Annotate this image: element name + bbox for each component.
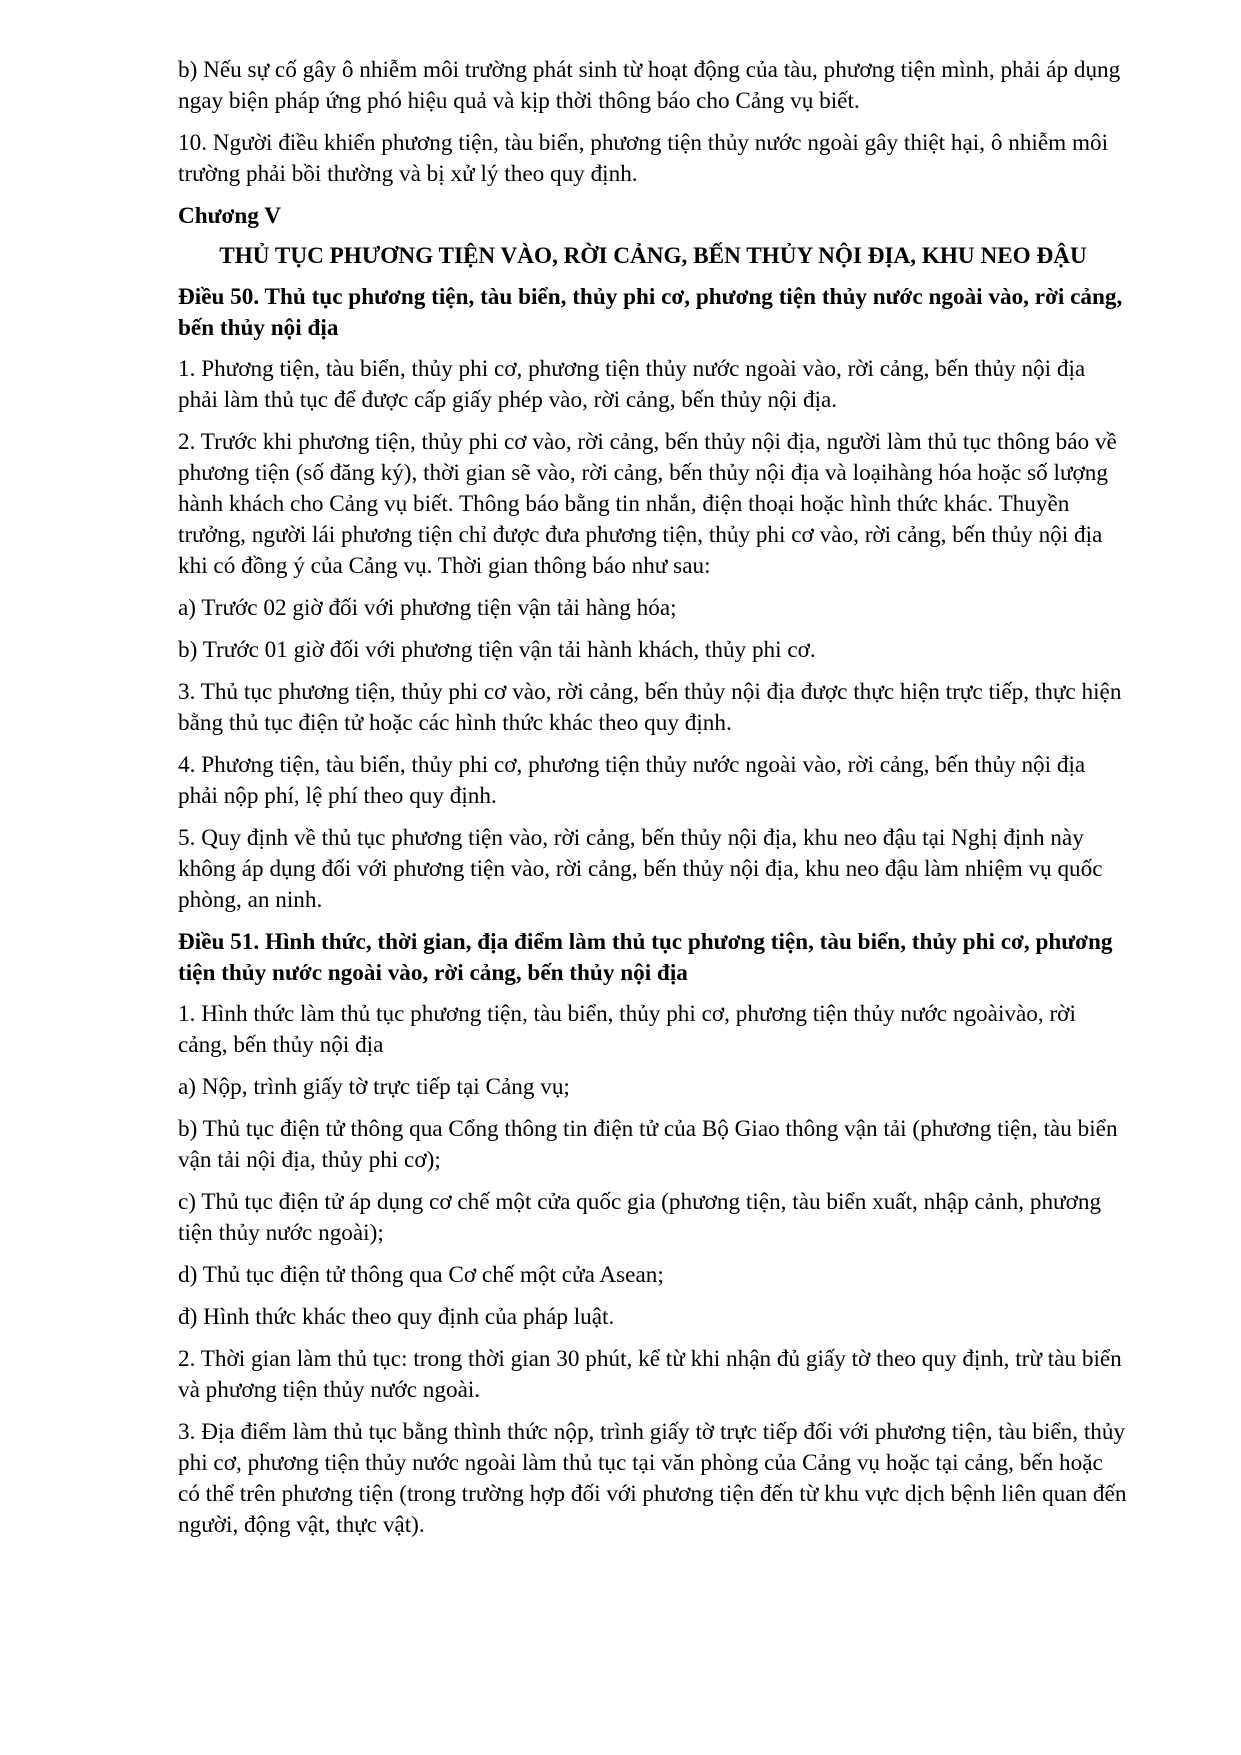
article-50-clause-4: 4. Phương tiện, tàu biển, thủy phi cơ, phương tiện thủy nước ngoài vào, rời cảng, bến thủy nội địa phải nộp phí, lệ phí theo quy định. <box>178 752 1086 809</box>
article-51-clause-3: 3. Địa điểm làm thủ tục bằng thình thức nộp, trình giấy tờ trực tiếp đối với phương tiện, tàu biển, thủy phi cơ, phương tiện thủy nước ngoài làm thủ tục tại văn phòng của Cảng vụ hoặc tại cảng, bến hoặc có thể trên phương tiện (trong trường hợp đối với phương tiện đến từ khu vực dịch bệnh liên quan đến người, động vật, thực vật). <box>178 1419 1127 1538</box>
article-50-heading: Điều 50. Thủ tục phương tiện, tàu biển, thủy phi cơ, phương tiện thủy nước ngoài vào, rời cảng, bến thủy nội địa <box>178 284 1123 341</box>
document-page <box>178 55 1128 1552</box>
article-50-clause-5: 5. Quy định về thủ tục phương tiện vào, rời cảng, bến thủy nội địa, khu neo đậu tại Nghị định này không áp dụng đối với phương tiện vào, rời cảng, bến thủy nội địa, khu neo đậu làm nhiệm vụ quốc phòng, an ninh. <box>178 825 1103 913</box>
article-51-heading: Điều 51. Hình thức, thời gian, địa điểm làm thủ tục phương tiện, tàu biển, thủy phi cơ, phương tiện thủy nước ngoài vào, rời cảng, bến thủy nội địa <box>178 929 1113 986</box>
article-50-clause-2a: a) Trước 02 giờ đối với phương tiện vận tải hàng hóa; <box>178 595 677 621</box>
article-51-clause-1c: c) Thủ tục điện tử áp dụng cơ chế một cửa quốc gia (phương tiện, tàu biển xuất, nhập cảnh, phương tiện thủy nước ngoài); <box>178 1189 1102 1246</box>
article-51-clause-1d: d) Thủ tục điện tử thông qua Cơ chế một cửa Asean; <box>178 1262 664 1288</box>
article-50-clause-2b: b) Trước 01 giờ đối với phương tiện vận tải hành khách, thủy phi cơ. <box>178 637 816 663</box>
article-50-clause-3: 3. Thủ tục phương tiện, thủy phi cơ vào, rời cảng, bến thủy nội địa được thực hiện trực tiếp, thực hiện bằng thủ tục điện tử hoặc các hình thức khác theo quy định. <box>178 679 1122 736</box>
article-51-clause-1a: a) Nộp, trình giấy tờ trực tiếp tại Cảng vụ; <box>178 1074 570 1100</box>
paragraph-10: 10. Người điều khiển phương tiện, tàu biển, phương tiện thủy nước ngoài gây thiệt hại, ô nhiễm môi trường phải bồi thường và bị xử lý theo quy định. <box>178 130 1109 187</box>
article-50-clause-2: 2. Trước khi phương tiện, thủy phi cơ vào, rời cảng, bến thủy nội địa, người làm thủ tục thông báo về phương tiện (số đăng ký), thời gian sẽ vào, rời cảng, bến thủy nội địa và loạihàng hóa hoặc số lượng hành khách cho Cảng vụ biết. Thông báo bằng tin nhắn, điện thoại hoặc hình thức khác. Thuyền trưởng, người lái phương tiện chỉ được đưa phương tiện, thủy phi cơ vào, rời cảng, bến thủy nội địa khi có đồng ý của Cảng vụ. Thời gian thông báo như sau: <box>178 429 1117 579</box>
chapter-heading: Chương V <box>178 203 282 229</box>
article-51-clause-1dd: đ) Hình thức khác theo quy định của pháp luật. <box>178 1304 615 1330</box>
paragraph-9b: b) Nếu sự cố gây ô nhiễm môi trường phát sinh từ hoạt động của tàu, phương tiện mình, phải áp dụng ngay biện pháp ứng phó hiệu quả và kịp thời thông báo cho Cảng vụ biết. <box>178 57 1121 114</box>
chapter-title: THỦ TỤC PHƯƠNG TIỆN VÀO, RỜI CẢNG, BẾN THỦY NỘI ĐỊA, KHU NEO ĐẬU <box>219 243 1087 269</box>
article-50-clause-1: 1. Phương tiện, tàu biển, thủy phi cơ, phương tiện thủy nước ngoài vào, rời cảng, bến thủy nội địa phải làm thủ tục để được cấp giấy phép vào, rời cảng, bến thủy nội địa. <box>178 356 1086 413</box>
article-51-clause-1b: b) Thủ tục điện tử thông qua Cổng thông tin điện tử của Bộ Giao thông vận tải (phương tiện, tàu biển vận tải nội địa, thủy phi cơ); <box>178 1116 1118 1173</box>
article-51-clause-1: 1. Hình thức làm thủ tục phương tiện, tàu biển, thủy phi cơ, phương tiện thủy nước ngoàivào, rời cảng, bến thủy nội địa <box>178 1001 1076 1058</box>
article-51-clause-2: 2. Thời gian làm thủ tục: trong thời gian 30 phút, kể từ khi nhận đủ giấy tờ theo quy định, trừ tàu biển và phương tiện thủy nước ngoài. <box>178 1346 1122 1403</box>
